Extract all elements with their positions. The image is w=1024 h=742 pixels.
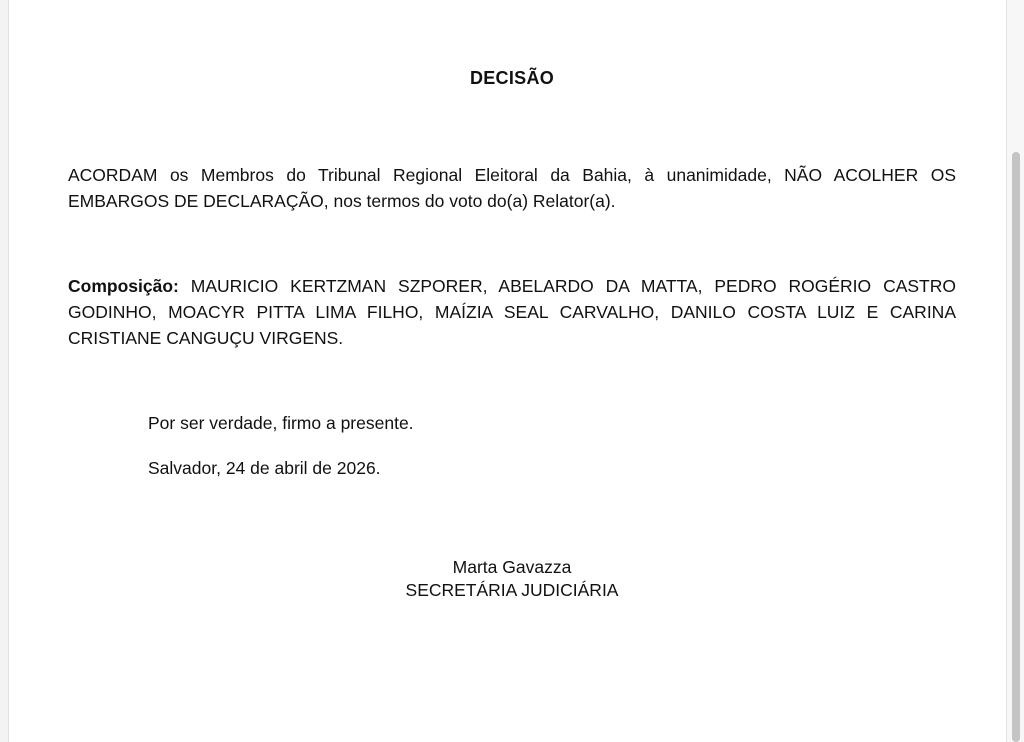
- signatory-role: SECRETÁRIA JUDICIÁRIA: [405, 580, 619, 600]
- ruling-paragraph: ACORDAM os Membros do Tribunal Regional Eleitoral da Bahia, à unanimidade, NÃO ACOLHER OS EMBARGOS DE DECLARAÇÃO, nos termos do voto do(a) Relator(a).: [68, 165, 956, 211]
- vertical-scrollbar[interactable]: [1006, 0, 1024, 742]
- composition-label: Composição:: [68, 276, 179, 296]
- composition-paragraph: [68, 273, 956, 351]
- page-left-edge: [0, 0, 9, 742]
- place-and-date: Salvador, 24 de abril de 2026.: [148, 458, 381, 478]
- closing-statement: Por ser verdade, firmo a presente.: [148, 413, 414, 433]
- signatory-name: Marta Gavazza: [452, 557, 572, 577]
- document-title: DECISÃO: [469, 68, 555, 88]
- composition-members: MAURICIO KERTZMAN SZPORER, ABELARDO DA MATTA, PEDRO ROGÉRIO CASTRO GODINHO, MOACYR PITTA LIMA FILHO, MAÍZIA SEAL CARVALHO, DANILO COSTA LUIZ E CARINA CRISTIANE CANGUÇU VIRGENS.: [68, 276, 956, 348]
- scrollbar-thumb[interactable]: [1012, 152, 1020, 742]
- document-page: [9, 0, 1007, 742]
